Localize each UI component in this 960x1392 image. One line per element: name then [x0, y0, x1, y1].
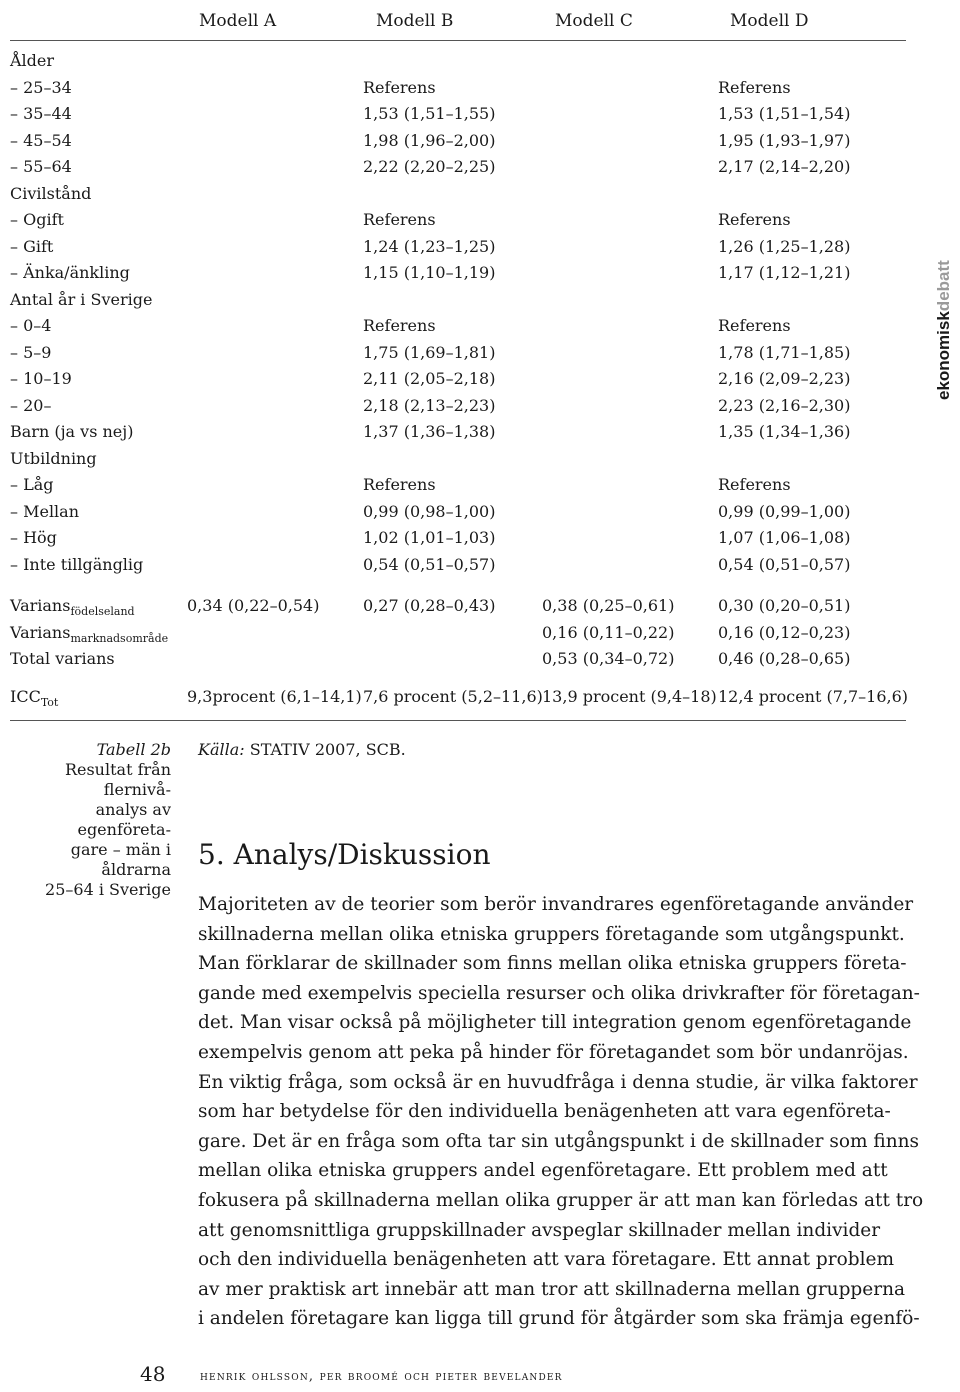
cell-text: 1,37 (1,36–1,38) — [363, 422, 496, 441]
row-label — [10, 552, 143, 578]
cell-text: 2,18 (2,13–2,23) — [363, 395, 496, 415]
cell-b — [363, 684, 543, 710]
row-label — [10, 646, 115, 678]
cell-d — [718, 75, 791, 101]
row-label — [10, 446, 97, 472]
cell-text: 1,07 (1,06–1,08) — [718, 528, 851, 547]
header-modell-c: Modell C — [555, 11, 633, 31]
row-label-text: – 20– — [10, 395, 52, 415]
cell-text: 1,26 (1,25–1,28) — [718, 236, 851, 256]
cell-text: 0,53 (0,34–0,72) — [542, 649, 675, 668]
cell-d — [718, 101, 850, 127]
cell-d — [718, 620, 850, 646]
cell-b — [363, 393, 495, 419]
body-line: Majoriteten av de teorier som berör invandrares egenföretagande använder — [198, 894, 914, 915]
body-line: skillnaderna mellan olika etniska gruppers företagande som utgångspunkt. — [198, 923, 905, 945]
cell-b — [363, 234, 495, 260]
caption-line: Resultat från flernivå- — [64, 760, 171, 799]
cell-b — [363, 75, 436, 101]
cell-c — [542, 684, 717, 710]
cell-d — [718, 419, 850, 445]
table-caption — [0, 740, 171, 900]
body-line: och den individuella benägenheten att vara företagare. Ett annat problem — [198, 1249, 894, 1271]
body-line: i andelen företagare kan ligga till grund för åtgärder som ska främja egenfö- — [198, 1308, 920, 1330]
body-line: Man förklarar de skillnader som finns mellan olika etniska gruppers företa- — [198, 953, 907, 975]
cell-b — [363, 366, 495, 392]
cell-b — [363, 340, 495, 366]
row-label-text: – 5–9 — [10, 342, 52, 362]
row-label-text: – 35–44 — [10, 104, 72, 123]
body-line: att genomsnittliga gruppskillnader avspeglar skillnader mellan individer — [198, 1219, 881, 1241]
row-label — [10, 101, 72, 127]
cell-text: Referens — [363, 210, 436, 229]
cell-text: 1,53 (1,51–1,54) — [718, 104, 851, 123]
cell-text: 13,9 procent (9,4–18) — [542, 687, 717, 706]
running-footer-authors: henrik ohlsson, per broomé och pieter bevelander — [200, 1369, 563, 1384]
cell-text: 0,54 (0,51–0,57) — [718, 554, 851, 574]
body-line: mellan olika etniska gruppers andel egenföretagare. Ett problem med att — [198, 1160, 888, 1182]
row-label-text: Civilstånd — [10, 183, 92, 203]
table-bottom-rule — [10, 720, 906, 721]
body-line: exempelvis genom att peka på hinder för företagandet som bör undanröjas. — [198, 1041, 909, 1063]
cell-text: 2,16 (2,09–2,23) — [718, 369, 851, 388]
row-label-text: Utbildning — [10, 448, 97, 468]
cell-c — [542, 593, 674, 619]
cell-text: Referens — [718, 77, 791, 97]
cell-a — [187, 593, 319, 619]
cell-d — [718, 552, 850, 578]
source-prefix: Källa: — [198, 740, 245, 759]
body-line: som har betydelse för den individuella benägenheten att vara egenföreta- — [198, 1101, 891, 1123]
cell-text: Referens — [363, 316, 436, 335]
cell-b — [363, 260, 495, 286]
row-label-text: Varians — [10, 596, 71, 615]
cell-text: Referens — [718, 475, 791, 494]
row-label — [10, 207, 64, 233]
cell-d — [718, 472, 791, 498]
cell-text: 0,99 (0,99–1,00) — [718, 501, 851, 521]
row-label-text: – Låg — [10, 475, 54, 494]
section-body — [198, 890, 924, 1334]
cell-text: 0,46 (0,28–0,65) — [718, 649, 851, 668]
cell-b — [363, 552, 495, 578]
cell-b — [363, 128, 495, 154]
row-label-text: – Hög — [10, 528, 57, 547]
cell-text: 1,95 (1,93–1,97) — [718, 130, 851, 150]
row-label-text: – 0–4 — [10, 316, 52, 335]
cell-d — [718, 525, 850, 551]
row-label — [10, 287, 152, 313]
header-modell-b: Modell B — [376, 11, 454, 31]
section-heading: 5. Analys/Diskussion — [198, 838, 491, 871]
row-label — [10, 419, 133, 445]
ekonomiskdebatt-logo — [925, 248, 959, 408]
row-label — [10, 499, 79, 525]
row-label-subscript: Tot — [40, 696, 59, 709]
cell-text: Referens — [363, 475, 436, 494]
row-label — [10, 525, 57, 551]
cell-d — [718, 207, 791, 233]
cell-d — [718, 154, 850, 180]
cell-d — [718, 593, 850, 619]
row-label — [10, 154, 72, 180]
cell-b — [363, 472, 436, 498]
row-label — [10, 684, 58, 716]
row-label — [10, 366, 72, 392]
cell-text: 1,17 (1,12–1,21) — [718, 263, 851, 282]
row-label — [10, 75, 72, 101]
cell-text: 1,24 (1,23–1,25) — [363, 236, 496, 256]
table-header-rule — [10, 40, 906, 41]
cell-text: 0,38 (0,25–0,61) — [542, 596, 675, 615]
cell-text: 1,98 (1,96–2,00) — [363, 130, 496, 150]
cell-b — [363, 154, 495, 180]
row-label-subscript: födelseland — [70, 605, 135, 618]
cell-d — [718, 260, 850, 286]
cell-text: 7,6 procent (5,2–11,6) — [363, 687, 543, 706]
cell-a — [187, 684, 362, 710]
page-number: 48 — [140, 1362, 166, 1386]
header-modell-a: Modell A — [199, 11, 277, 31]
row-label-text: – 25–34 — [10, 77, 72, 97]
row-label-text: Ålder — [10, 51, 55, 70]
body-line: En viktig fråga, som också är en huvudfråga i denna studie, är vilka faktorer — [198, 1071, 918, 1093]
cell-text: Referens — [718, 316, 791, 335]
row-label-text: – 45–54 — [10, 130, 72, 150]
row-label-text: – Gift — [10, 236, 54, 256]
caption-line: analys av egenföreta- — [77, 800, 171, 839]
cell-text: 0,16 (0,12–0,23) — [718, 622, 851, 642]
row-label — [10, 393, 51, 419]
row-label-text: Antal år i Sverige — [10, 289, 153, 309]
caption-line: gare – män i åldrarna — [70, 840, 171, 879]
cell-d — [718, 234, 850, 260]
row-label-text: – Mellan — [10, 501, 80, 521]
cell-text: 1,35 (1,34–1,36) — [718, 422, 851, 441]
svg-text:ekonomiskdebatt: ekonomiskdebatt — [934, 260, 953, 400]
cell-c — [542, 620, 674, 646]
body-line: gande med exempelvis speciella resurser och olika drivkrafter för företagan- — [198, 982, 920, 1004]
cell-b — [363, 101, 495, 127]
source-note — [198, 740, 406, 759]
cell-text: 2,11 (2,05–2,18) — [363, 369, 496, 388]
cell-text: 9,3procent (6,1–14,1) — [187, 687, 362, 706]
cell-text: 12,4 procent (7,7–16,6) — [718, 687, 909, 706]
body-line: fokusera på skillnaderna mellan olika grupper är att man kan förledas att tro — [198, 1189, 924, 1211]
caption-title: Tabell 2b — [96, 740, 171, 759]
cell-text: 1,15 (1,10–1,19) — [363, 263, 496, 282]
cell-text: 2,23 (2,16–2,30) — [718, 395, 851, 415]
header-modell-d: Modell D — [730, 11, 809, 31]
body-line: av mer praktisk art innebär att man tror att skillnaderna mellan grupperna — [198, 1278, 906, 1300]
row-label — [10, 234, 53, 260]
row-label — [10, 128, 72, 154]
cell-text: 0,54 (0,51–0,57) — [363, 554, 496, 574]
cell-text: 0,30 (0,20–0,51) — [718, 596, 851, 615]
cell-text: 2,22 (2,20–2,25) — [363, 157, 496, 176]
cell-b — [363, 207, 436, 233]
cell-text: Referens — [363, 77, 436, 97]
row-label-text: ICC — [10, 687, 41, 706]
cell-text: 0,16 (0,11–0,22) — [542, 622, 675, 642]
cell-text: 1,78 (1,71–1,85) — [718, 342, 851, 362]
cell-d — [718, 128, 850, 154]
row-label-text: – Änka/änkling — [10, 263, 130, 282]
cell-d — [718, 393, 850, 419]
cell-d — [718, 684, 908, 710]
cell-b — [363, 525, 495, 551]
row-label-text: Varians — [10, 622, 71, 642]
cell-text: Referens — [718, 210, 791, 229]
cell-c — [542, 646, 674, 672]
row-label-text: – 55–64 — [10, 157, 72, 176]
cell-d — [718, 340, 850, 366]
row-label-subscript: marknadsområde — [70, 631, 169, 645]
row-label-text: Barn (ja vs nej) — [10, 422, 134, 441]
row-label — [10, 48, 54, 74]
row-label-text: – Inte tillgänglig — [10, 554, 144, 574]
body-line: gare. Det är en fråga som ofta tar sin utgångspunkt i de skillnader som finns — [198, 1130, 920, 1152]
row-label — [10, 181, 91, 207]
cell-text: 1,53 (1,51–1,55) — [363, 104, 496, 123]
row-label — [10, 340, 51, 366]
source-text: STATIV 2007, SCB. — [244, 740, 406, 759]
cell-d — [718, 499, 850, 525]
cell-text: 0,34 (0,22–0,54) — [187, 596, 320, 615]
cell-b — [363, 419, 495, 445]
row-label — [10, 260, 130, 286]
cell-text: 0,27 (0,28–0,43) — [363, 596, 496, 615]
cell-text: 0,99 (0,98–1,00) — [363, 501, 496, 521]
row-label-text: Total varians — [10, 649, 115, 668]
cell-d — [718, 366, 850, 392]
row-label-text: – Ogift — [10, 210, 64, 229]
cell-b — [363, 593, 495, 619]
body-line: det. Man visar också på möjligheter till integration genom egenföretagande — [198, 1012, 912, 1034]
row-label — [10, 472, 54, 498]
cell-d — [718, 313, 791, 339]
row-label-text: – 10–19 — [10, 369, 72, 388]
cell-text: 2,17 (2,14–2,20) — [718, 157, 851, 176]
cell-b — [363, 313, 436, 339]
row-label — [10, 313, 51, 339]
cell-text: 1,75 (1,69–1,81) — [363, 342, 496, 362]
cell-b — [363, 499, 495, 525]
cell-text: 1,02 (1,01–1,03) — [363, 528, 496, 547]
cell-d — [718, 646, 850, 672]
caption-line: 25–64 i Sverige — [45, 880, 171, 899]
